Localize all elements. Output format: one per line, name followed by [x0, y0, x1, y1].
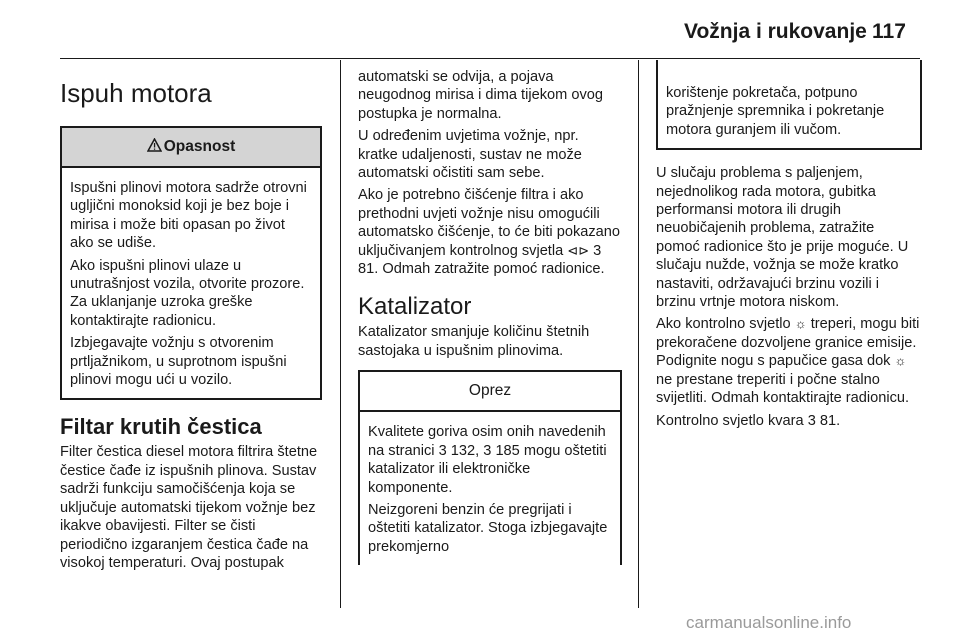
running-header-title: Vožnja i rukovanje — [684, 20, 867, 43]
warning-triangle-icon — [147, 138, 162, 156]
filter-heading: Filtar krutih čestica — [60, 414, 262, 440]
engine-light-paragraph: Ako kontrolno svjetlo ☼ treperi, mogu biti prekoračene dozvoljene granice emisije. Podignite nogu s papučice gasa dok ☼ ne prestane treperiti i počne stalno svijetliti. Odmah kontaktirajte radionicu. — [656, 316, 920, 407]
malfunction-paragraph: U slučaju problema s paljenjem, nejednolikog rada motora, gubitka performansi motora ili drugih neuobičajenih problema, zatražite pomoć radionice što je prije moguće. U slučaju nužde, vožnja se može kratko nastaviti, održavajući brzinu vozili i brzinu vrtnje motora niskom. — [656, 165, 909, 311]
filter-conditions-paragraph: U određenim uvjetima vožnje, npr. kratke udaljenosti, sustav ne može automatski očistiti sam sebe. — [358, 128, 582, 182]
danger-paragraph-2: Ako ispušni plinovi ulaze u unutrašnjost vozila, otvorite prozore. Za uklanjanje uzroka greške kontaktirajte radionicu. — [70, 257, 305, 329]
header-divider — [60, 58, 920, 59]
section-title: Ispuh motora — [60, 78, 212, 108]
caution-paragraph-2: Neizgoreni benzin će pregrijati i oštetiti katalizator. Stoga izbjegavajte prekomjerno — [368, 501, 608, 555]
caution-box-continued — [656, 60, 922, 150]
column-2 — [358, 68, 622, 565]
catalyst-paragraph: Katalizator smanjuje količinu štetnih sastojaka u ispušnim plinovima. — [358, 324, 590, 359]
engine-check-icon: ☼ — [894, 353, 907, 369]
danger-paragraph-1: Ispušni plinovi motora sadrže otrovni ugljični monoksid koji je bez boje i mirisa i može biti opasan po život ako se udiše. — [70, 180, 307, 252]
caution-box-header: Oprez — [360, 372, 620, 412]
caution-box — [358, 370, 622, 565]
particle-filter-icon: ⊲⊳ — [567, 242, 590, 258]
danger-paragraph-3: Izbjegavajte vožnju s otvorenim prtljažnikom, u suprotnom ispušni plinovi mogu ući u vozilo. — [70, 335, 287, 389]
filter-paragraph: Filter čestica diesel motora filtrira štetne čestice čađe iz ispušnih plinova. Sustav sadrži funkciju samočišćenja koja se uključuje automatski tijekom vožnje bez ikakve obavijesti. Filter se čisti periodično izgaranjem čestica čađe na visokoj temperaturi. Ovaj postupak — [60, 444, 318, 571]
danger-box-body — [62, 168, 320, 398]
page-ref-arrow-icon: 3 — [483, 442, 492, 459]
page-ref-link[interactable]: 185 — [495, 442, 520, 459]
caution-box-body — [360, 412, 620, 565]
column-3 — [656, 60, 922, 434]
page-ref-arrow-icon: 3 — [438, 442, 447, 459]
page-ref-link[interactable]: 81 — [358, 261, 375, 278]
column-1 — [60, 68, 322, 576]
danger-box — [60, 126, 322, 400]
caution-paragraph-1: Kvalitete goriva osim onih navedenih na stranici 3 132, 3 185 mogu oštetiti katalizator ili elektroničke komponente. — [368, 424, 607, 496]
caution-continued-paragraph: korištenje pokretača, potpuno pražnjenje spremnika i pokretanje motora guranjem ili vučom. — [666, 85, 885, 138]
engine-check-icon: ☼ — [794, 316, 807, 332]
caution-box-continued-body — [658, 60, 920, 148]
filter-warning-light-paragraph: Ako je potrebno čišćenje filtra i ako prethodni uvjeti vožnje nisu omogućili automatsko čišćenje, to će biti pokazano uključivanjem kontrolnog svjetla ⊲⊳ 3 81. Odmah zatražite pomoć radionice. — [358, 187, 621, 278]
page-ref-link[interactable]: 81 — [819, 412, 837, 429]
filter-cont-paragraph: automatski se odvija, a pojava neugodnog mirisa i dima tijekom ovog postupka je normalna. — [358, 69, 603, 122]
danger-box-heading: Opasnost — [163, 138, 236, 155]
malfunction-light-reference: Kontrolno svjetlo kvara 3 81. — [656, 412, 841, 429]
danger-box-header — [62, 128, 320, 168]
column-divider-right — [638, 60, 639, 608]
catalyst-heading: Katalizator — [358, 293, 472, 321]
watermark: carmanualsonline.info — [686, 613, 852, 632]
page-number: 117 — [872, 20, 906, 43]
page-ref-link[interactable]: 132 — [450, 442, 476, 459]
page-ref-arrow-icon: 3 — [807, 412, 816, 429]
page-ref-arrow-icon: 3 — [593, 242, 602, 259]
column-divider-left — [340, 60, 341, 608]
